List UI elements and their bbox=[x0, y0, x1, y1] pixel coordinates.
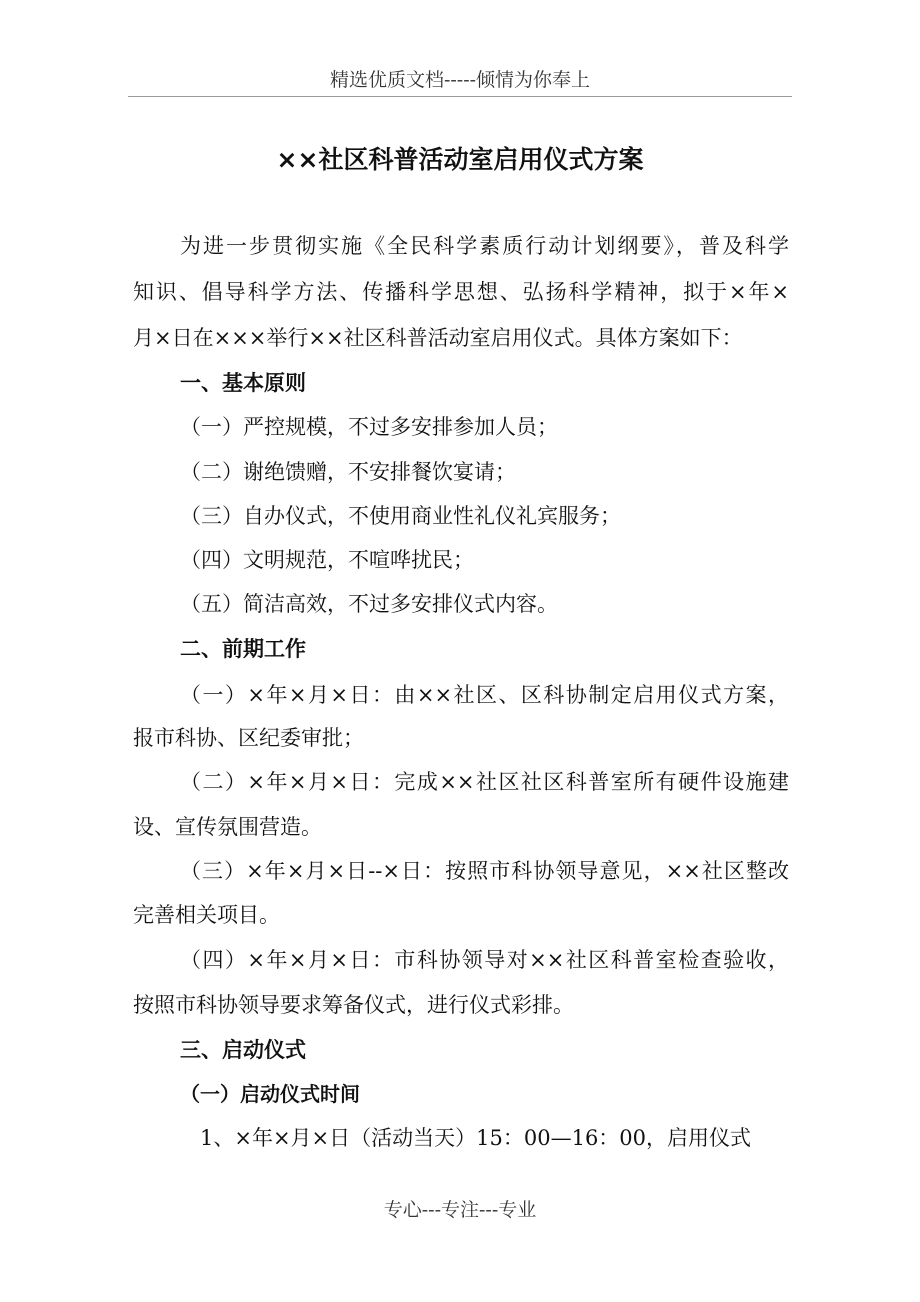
principle-item: （四）文明规范，不喧哗扰民； bbox=[180, 548, 474, 572]
work-item-line: 报市科协、区纪委审批； bbox=[133, 726, 364, 750]
page-header: 精选优质文档-----倾情为你奉上 bbox=[329, 69, 591, 91]
section-3-subheading: （一）启动仪式时间 bbox=[180, 1082, 360, 1106]
section-1-heading: 一、基本原则 bbox=[180, 371, 306, 395]
work-item-line: （二）×年×月×日：完成××社区社区科普室所有硬件设施建 bbox=[180, 770, 789, 794]
section-2-heading: 二、前期工作 bbox=[180, 637, 306, 661]
work-item-line: （三）×年×月×日--×日：按照市科协领导意见，××社区整改 bbox=[180, 859, 789, 883]
principle-item: （二）谢绝馈赠，不安排餐饮宴请； bbox=[180, 460, 516, 484]
section-3-heading: 三、启动仪式 bbox=[180, 1038, 306, 1062]
work-item-line: 完善相关项目。 bbox=[133, 903, 280, 927]
page-footer: 专心---专注---专业 bbox=[383, 1199, 537, 1221]
principle-item: （三）自办仪式，不使用商业性礼仪礼宾服务； bbox=[180, 504, 621, 528]
principle-item: （五）简洁高效，不过多安排仪式内容。 bbox=[180, 592, 558, 616]
work-item-line: （一）×年×月×日：由××社区、区科协制定启用仪式方案， bbox=[180, 683, 789, 707]
work-item-line: （四）×年×月×日：市科协领导对××社区科普室检查验收， bbox=[180, 948, 789, 972]
work-item-line: 设、宣传氛围营造。 bbox=[133, 815, 322, 839]
document-title: ××社区科普活动室启用仪式方案 bbox=[276, 145, 644, 174]
intro-text: 月×日在×××举行××社区科普活动室启用仪式。具体方案如下： bbox=[133, 326, 743, 350]
header-divider bbox=[128, 96, 792, 97]
intro-text: 为进一步贯彻实施《全民科学素质行动计划纲要》，普及科学 bbox=[180, 234, 789, 258]
intro-text: 知识、倡导科学方法、传播科学思想、弘扬科学精神，拟于×年× bbox=[133, 280, 789, 304]
principle-item: （一）严控规模，不过多安排参加人员； bbox=[180, 415, 558, 439]
ceremony-time-line: 1、×年×月×日（活动当天）15：00—16：00，启用仪式 bbox=[200, 1126, 752, 1150]
work-item-line: 按照市科协领导要求筹备仪式，进行仪式彩排。 bbox=[133, 993, 574, 1017]
